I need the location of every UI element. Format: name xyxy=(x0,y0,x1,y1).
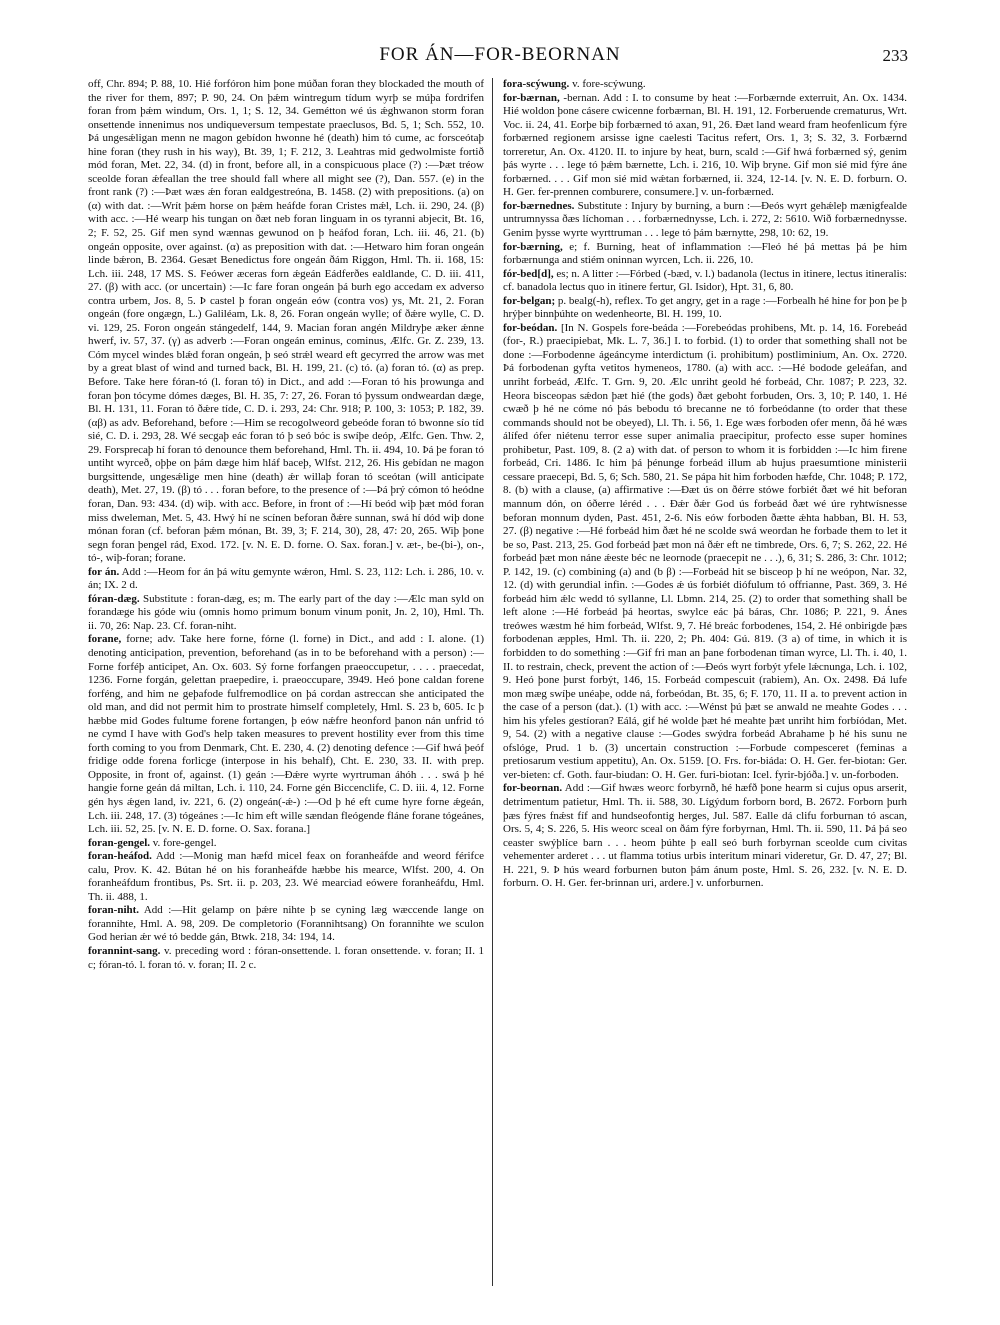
dictionary-entry: for án. Add :—Heom for án þá wítu gemynte wǽron, Hml. S. 23, 112: Lch. i. 286, 10. v. án; IX. 2 d. xyxy=(88,565,484,592)
headword: for-bærning, xyxy=(503,240,563,253)
running-title: FOR ÁN—FOR-BEORNAN xyxy=(379,44,621,65)
dictionary-entry: foran-niht. Add :—Hit gelamp on þǽre nihte þ se cyning læg wæccende lange on forannihte, Hml. A. 98, 209. De completorio (Forannihtsang) On forannihte we sculon God herian ǽr wé tó bedde gán, Btwk. 218, 34: 194, 14. xyxy=(88,904,484,944)
column-divider xyxy=(492,78,493,1286)
headword: foran-niht. xyxy=(88,904,140,917)
headword: foran-heáfod. xyxy=(88,850,152,863)
headword: for án. xyxy=(88,565,120,578)
dictionary-entry: forannint-sang. v. preceding word : fóran-onsettende. l. foran onsettende. v. foran; II. 1 c; fóran-tó. l. foran tó. v. foran; II. 2 c. xyxy=(88,945,484,971)
headword: forannint-sang. xyxy=(88,945,161,957)
dictionary-entry: foran-heáfod. Add :—Monig man hæfd micel feax on foranheáfde and weord férifce calu, Prov. K. 42. Bútan hé on his foranheáfde hæbbe his mearce, Wlfst. 200, 4. On foranheáfdum frontibus, Ps. Srt. ii. p. 203, 23. Wé mearciad eówere foranheáfdu, Hml. Th. ii. 488, 1. xyxy=(88,850,484,903)
headword: fóran-dæg. xyxy=(88,592,140,605)
headword: fór-bed[d], xyxy=(503,267,554,280)
dictionary-entry: fóran-dæg. Substitute : foran-dæg, es; m. The early part of the day :—Ælc man syld on forandæge his góde wiu (omnis homo primum bonum vinum ponit, Jn. 2, 10), Hml. Th. ii. 70, 26: Nap. 23. Cf. foran-niht. xyxy=(88,592,484,632)
headword: foran-gengel. xyxy=(88,836,151,849)
dictionary-entry: fór-bed[d], es; n. A litter :—Fórbed (-bæd, v. l.) badanola (lectus in itinere, lectus itineralis: cf. banadola lectus quo in itinere fertur, Gl. Isidor), Hpt. 31, 6, 80. xyxy=(503,267,907,294)
dictionary-entry: foran-gengel. v. fore-gengel. xyxy=(88,836,217,849)
headword: for-beornan. xyxy=(503,782,563,795)
dictionary-entry: fora-scýwung. v. fore-scýwung. xyxy=(503,78,646,90)
dictionary-entry: for-bærning, e; f. Burning, heat of inflammation :—Fleó hé þá mettas þá þe him forbærnunga and stiém oninnan wyrcen, Lch. ii. 226, 10. xyxy=(503,240,907,267)
headword: for-bærnednes. xyxy=(503,199,575,212)
right-column xyxy=(503,78,907,1288)
dictionary-entry: off, Chr. 894; P. 88, 10. Hié forfóron him þone múðan foran they blockaded the mouth of the river for them, 897; P. 90, 24. On þǽm wintregum tídum wyrþ se múþa fordrifen foran from þǽm windum, Ors. 1, 1; S. 12, 34. Gemétton wé ús ǽghwanon storm foran onsettende innenimus nos undiqueversum tempestate praeclusos, Bd. 5, 1; Sch. 552, 10. Þá ungesǽligan menn ne magon gebídon hwonne hé (death) him tó cume, ac forsceótaþ hine foran (they rush in his way), Bt. 39, 1; F. 212, 3. Leahtras mid gedwolmiste fortið mód foran, Met. 22, 34. (d) in front, before all, in a conspicuous place (?) :—Þæt tréow sceolde foran ǽfeallan the tree should fall where all might see (?), Dan. 557. (e) in the front rank (?) :—Þæt wæs ǽn foran ealdgestreóna, B. 1458. (2) with prepositions. (a) on (α) with dat. :—Wrít þǽm horse on þǽm heáfde foran Cristes mǽl, Lch. ii. 290, 24. (β) with acc. :—Hé wearp his tungan on ðæt neb foran linguam in os tyranni abjecit, Bt. 16, 2; F. 52, 25. Gif men synd wænnas gewunod on þ heáfod foran, Lch. iii. 46, 21. (b) ongeán opposite, over against. (α) as preposition with dat. :—Hetwaro him foran ongeán linde bǽron, B. 2364. Gesæt Benedictus fore ongeán ðám Riggon, Hml. Th. ii. 168, 15: Lch. iii. 248, 17 MS. S. Feówer æceras forn ǽgeán Eádferðes ealdlande, C. D. iii. 411, 27. (β) with acc. (or uncertain) :—Ic fare foran ongeán þá burh ego accedam ex adverso contra urbem, Jos. 8, 5. Þ castel þ foran ongeán eów (contra vos) ys, Mt. 21, 2. Foran ongeán (fore ongægn, L.) Galiléam, Lk. 8, 26. Foran ongeán wylle; of ðǽre wylle, C. D. vi. 129, 25. Foron ongeán stángedelf, 144, 9. Macian foran angén Mildryþe æker ǽnne hwerf, iv. 57, 37. (γ) as adverb :—Foran ongeán eminus, cominus, Ælfc. Gr. Z. 239, 13. Cóm mycel windes blǽd foran ongeán, þ seó strǽl weard eft gecyrred the arrow was met by a great blast of wind and turned back, Bl. H. 199, 21. (c) tó. (a) foran tó. (α) as prep. Before. Take here fóran-tó (l. foran tó) in Dict., and add :—Foran tó his þrowunga and foran þon tócyme dómes dæges, Bl. H. 35, 7: 27, 26. Foran tó þyssum ondweardan dæge, Bl. H. 131, 11. Foran tó ðǽre tíde, C. D. i. 293, 24: Chr. 918; P. 100, 3: 1053; P. 182, 39. (αβ) as adv. Beforehand, before :—Him se recogolweord gebeóde foran tó bwonne sío tíd sié, C. D. i. 293, 28. Wé secgaþ eác foran tó þ seó bóc is swíþe deóp, Ælfc. Gen. Thw. 2, 29. Forsprecaþ hí foran tó denounce them beforehand, Hml. Th. ii. 494, 10. Þá þe foran tó untiht wyrceð, oþþe on þám dæge him hláf baceþ, Wlfst. 212, 26. His gebídan ne magon burgsittende, ungesǽlige men hine (death) ǽr willaþ foran tó sceótan (will anticipate death), Met. 27, 19. (β) tó . . . foran before, to the presence of :—Þá þrý cómon tó heódne foran, Dan. 93: 434. (d) wiþ. with acc. Before, in front of :—Hí beód wiþ þæt mód foran miss dweleman, Met. 5, 43. Hwý hí ne scínen beforan ðǽre sunnan, swá hí dód wiþ done mónan foran (cf. beforan þǽm mónan, Bt. 39, 3; F. 214, 30), 28, 47: 20, 265. Wiþ þone segn foran þengel rád, Exod. 172. [v. N. E. D. forne. O. Sax. foran.] v. æt-, be-(bi-), on-, tó-, wiþ-foran; forane. xyxy=(88,78,484,565)
dictionary-entry: forane, forne; adv. Take here forne, fórne (l. forne) in Dict., and add : I. alone. (1) denoting anticipation, prevention, beforehand (as in to be beforehand with a person) :—Forne forféþ anticipet, An. Ox. 603. Sý forne forfangen praeoccupetur, . . . . praecedat, 1236. Forne forgán, gelettan praepedire, i. praeoccupare, 3949. Heó þone caldan forene forféng, and him ne geþafode fulfremodlice on þá cordan astreccan she anticipated the old man, and did not permit him to prostrate himself completely, Hml. S. 23 b, 605. Ic þ hæbbe mid Godes fultume forene fortangen, þ eów nǽfre heonford þanon nán unfrid tó ne cymd I have with God's help taken measures to prevent hostility ever from this time forth coming to you from Denmark, Cht. E. 230, 4. (2) denoting defence :—Gif hwá þeóf fridige odde forena forlicge (interpose in his behalf), Cht. E. 230, 33. II. with prep. Opposite, in front of, against. (1) geán :—Ðǽre wyrte wyrtruman áhóh . . . swá þ hé hangie forne geán dá miltan, Lch. i. 110, 24. Forne gén Biccenclife, C. D. iii. 4, 12. Forne gén hys ǽgen land, iv. 221, 6. (2) ongeán(-ǽ-) :—Od þ hé eft cume hyre forne ǽgeán, Lch. iii. 248, 17. (3) tógeánes :—Ic him eft wille sændan fleógende fláne forane tógeánes, Lch. iii. 52, 25. [v. N. E. D. forne. O. Sax. forana.] xyxy=(88,633,484,836)
dictionary-entry: for-beornan. Add :—Gif hwæs weorc forbyrnð, hé hæfð þone hearm si cujus opus arserit, detrimentum patietur, Hml. Th. ii. 588, 30. Lígýdum forborn bord, B. 2672. Forborn þurh þæs fýres fnǽst fíf and hundseofontig herges, Jul. 587. Ealle dá clifu forburnan tó ascan, Ors. 5, 4; S. 226, 5. His weorc sceal on ðám fýre forbyrnan, Hml. Th. ii. 590, 11. Þá þá seo ceaster swýþlíce barn . . . heom þúhte þ eall seó burh forbyrnan sceolde cum civitas vehementer arderet . . . ut flamma totius urbis interitum minari videretur, Gr. D. 47, 27; Bl. H. 221, 9. Þ hús weard forburnen buton þám ánum poste, Hml. S. 26, 232. [v. N. E. D. forburn. O. H. Ger. fer-brinnan uri, ardere.] v. unforburnen. xyxy=(503,782,907,890)
headword: forane, xyxy=(88,633,122,646)
dictionary-entry: for-bærnan, -bernan. Add : I. to consume by heat :—Forbærnde exterruit, An. Ox. 1434. Hié woldon þone cásere cwicenne forbærnan, Bl. H. 191, 12. Forberuende crematurus, Wrt. Voc. ii. 24, 41. Eorþe biþ forbærned tó axan, 91, 26. Ðæt land weard fram heofenlicum fýre forbærned regionem arsisse igne caelesti Tacitus refert, Ors. 1, 3; S. 32, 3. Forbærnd torreretur, An. Ox. 4120. II. to injure by heat, burn, scald :—Gif hwá forbærned sý, genim þás wyrte . . . lege tó þǽm bærnette, Lch. i. 216, 10. Wiþ bryne. Gif mon sié mid fýre áne forbærned. . . . Gif mon sié mid wǽtan forbærned, ii. 324, 12-14. [v. N. E. D. forburn. O. H. Ger. fer-prennen comburere, consumere.] v. un-forbærned. xyxy=(503,91,907,199)
dictionary-entry: for-beódan. [In N. Gospels fore-beáda :—Forebeódas prohibens, Mt. p. 14, 16. Forebeád (for-, R.) praecipiebat, Mk. L. 7, 36.] I. to forbid. (1) to order that something shall not be done :—Forbodenne ágeáncyme interdictum (i. prohibitum) postliminium, An. Ox. 2720. Þá forbodenan gyfta vetitos hymeneos, 1780. (a) with acc. :—Hé bodode geleáfan, and unriht forbeád, Ælfc. T. Grn. 9, 20. Ælc unriht geold hé forbeád, Chr. 1087; P. 223, 32. Heora bisceopas sǽdon þæt hié (the gods) ðæt geboht forbuden, Ors. 3, 10; P. 140, 1. Hé cwæð þ hé ne cóme nó þás bebodu tó brecanne ne tó forbeódanne (to order that these commands should not be obeyed), Ll. Th. i. 56, 1. Ege wæs forboden ofer menn, ðá hé wæs álífed ófer niétenu terror esse super animalia praecipitur, profecto esse super homines prohibetur, Past. 109, 8. (2 a) with dat. of person to whom it is forbidden :—Ic him firene forbeád, Cri. 1486. Ic him þá þénunge forbeád illum ab hujus praesumtione ministerii cessare praecepi, Bd. 5, 6; Sch. 580, 21. Se pápa hit him forboden hæfde, Chr. 1048; P. 172, 8. (b) with a clause, (a) affirmative :—Ðæt ús on ðérre stówe forbiét ðæt wé hit beforan mannum dón, on óðerre léréd . . . Ðǽr ðǽr God ús forbeád ðæt wé úre ryhtwísnesse beforan monnum dyden, Past. 451, 2-6. Nis eów forboden ðætte ǽhta habban, Bl. H. 53, 27. (β) negative :—Hé forbeád him ðæt hé ne scolde swá weordan he forbade them to let it be so, Past. 213, 25. God forbeád þæt mon ná ðǽr eft ne timbrede, Ors. 6, 7; S. 262, 22. Hé forbeád þæt mon náne ǽeste béc ne leornode (praecepit ne . . .), 6, 31; S. 286, 3: Chr. 1012; P. 142, 19. (c) combining (a) and (b β) :—Forbeád hit se bisceop þ hí ne weópon, Nar. 32, 12. (d) with gerundial infin. :—Godes ǽ ús forbiét diófulum tó offrianne, Past. 369, 3. Hé forbeád him ǽlc wedd tó syllanne, Ll. Lbmn. 214, 25. (2) to order that something shall be left alone :—Hé forbeád þá heortas, swylce eác þá báras, Chr. 1086; P. 221, 9. Ánes treówes wæstm hé him forbeád, Wlfst. 9, 7. Hé breác forbodenes, 154, 2. Hé onbirigde þæs forbodenan æpples, Hml. Th. ii. 220, 2; Ph. 404: Gú. 819. (3 a) of time, in which it is forbidden to do something :—Gif fri man an þane forbodenan tíman wyrce, Ll. Th. i. 40, 1. II. to restrain, check, prevent the action of :—Ðeós wyrt forbýt yfele lǽcnunga, Lch. i. 102, 9. Heó þone þurst forbýt, 146, 15. Forbeád compescuit (rabiem), An. Ox. 2498. Ðá lufe mon mæg swíþe unéaþe, odde ná, forbeódan, Bt. 35, 6; F. 170, 11. II a. to prevent action in the case of a person (dat.). (1) with acc. :—Wénst þú þæt se anwald ne meahte Godes . . . him his yfeles gestíoran? Eálá, gif hé wolde þæt hé meahte þæt unriht him forbíódan, Met. 9, 54. (2) with a negative clause :—Godes swýdra forbeád Abrahame þ hé his sunu ne ofslóge, Prud. 1 b. (3) uncertain construction :—Forbude compesceret (feminas a pretiosarum vestium appetitu), An. Ox. 5159. [O. Frs. for-biáda: O. H. Ger. fer-biotan: Ger. ver-bieten: cf. Goth. faur-biudan: O. H. Ger. furi-biotan: Icel. fyrir-bjóða.] v. un-forboden. xyxy=(503,321,907,781)
dictionary-entry: for-bærnednes. Substitute : Injury by burning, a burn :—Ðeós wyrt gehǽleþ mænigfealde untrumnyssa ðæs líchoman . . . forbærnednysse, Lch. i. 272, 2: 5610. Wið forbærnednysse. Genim þysse wyrte wyrttruman . . . lege tó þám bærnytte, 298, 10: 62, 19. xyxy=(503,199,907,240)
page-header xyxy=(0,44,1000,74)
headword: fora-scýwung. xyxy=(503,78,570,90)
headword: for-beódan. xyxy=(503,321,558,334)
dictionary-entry: for-belgan; p. bealg(-h), reflex. To get angry, get in a rage :—Forbealh hé hine for þon þe þ hrýþer binnþúhte on wedenheorte, Bl. H. 199, 10. xyxy=(503,294,907,321)
left-column xyxy=(88,78,484,1288)
page-number: 233 xyxy=(882,46,908,65)
headword: for-belgan; xyxy=(503,294,556,307)
headword: for-bærnan, xyxy=(503,91,560,104)
